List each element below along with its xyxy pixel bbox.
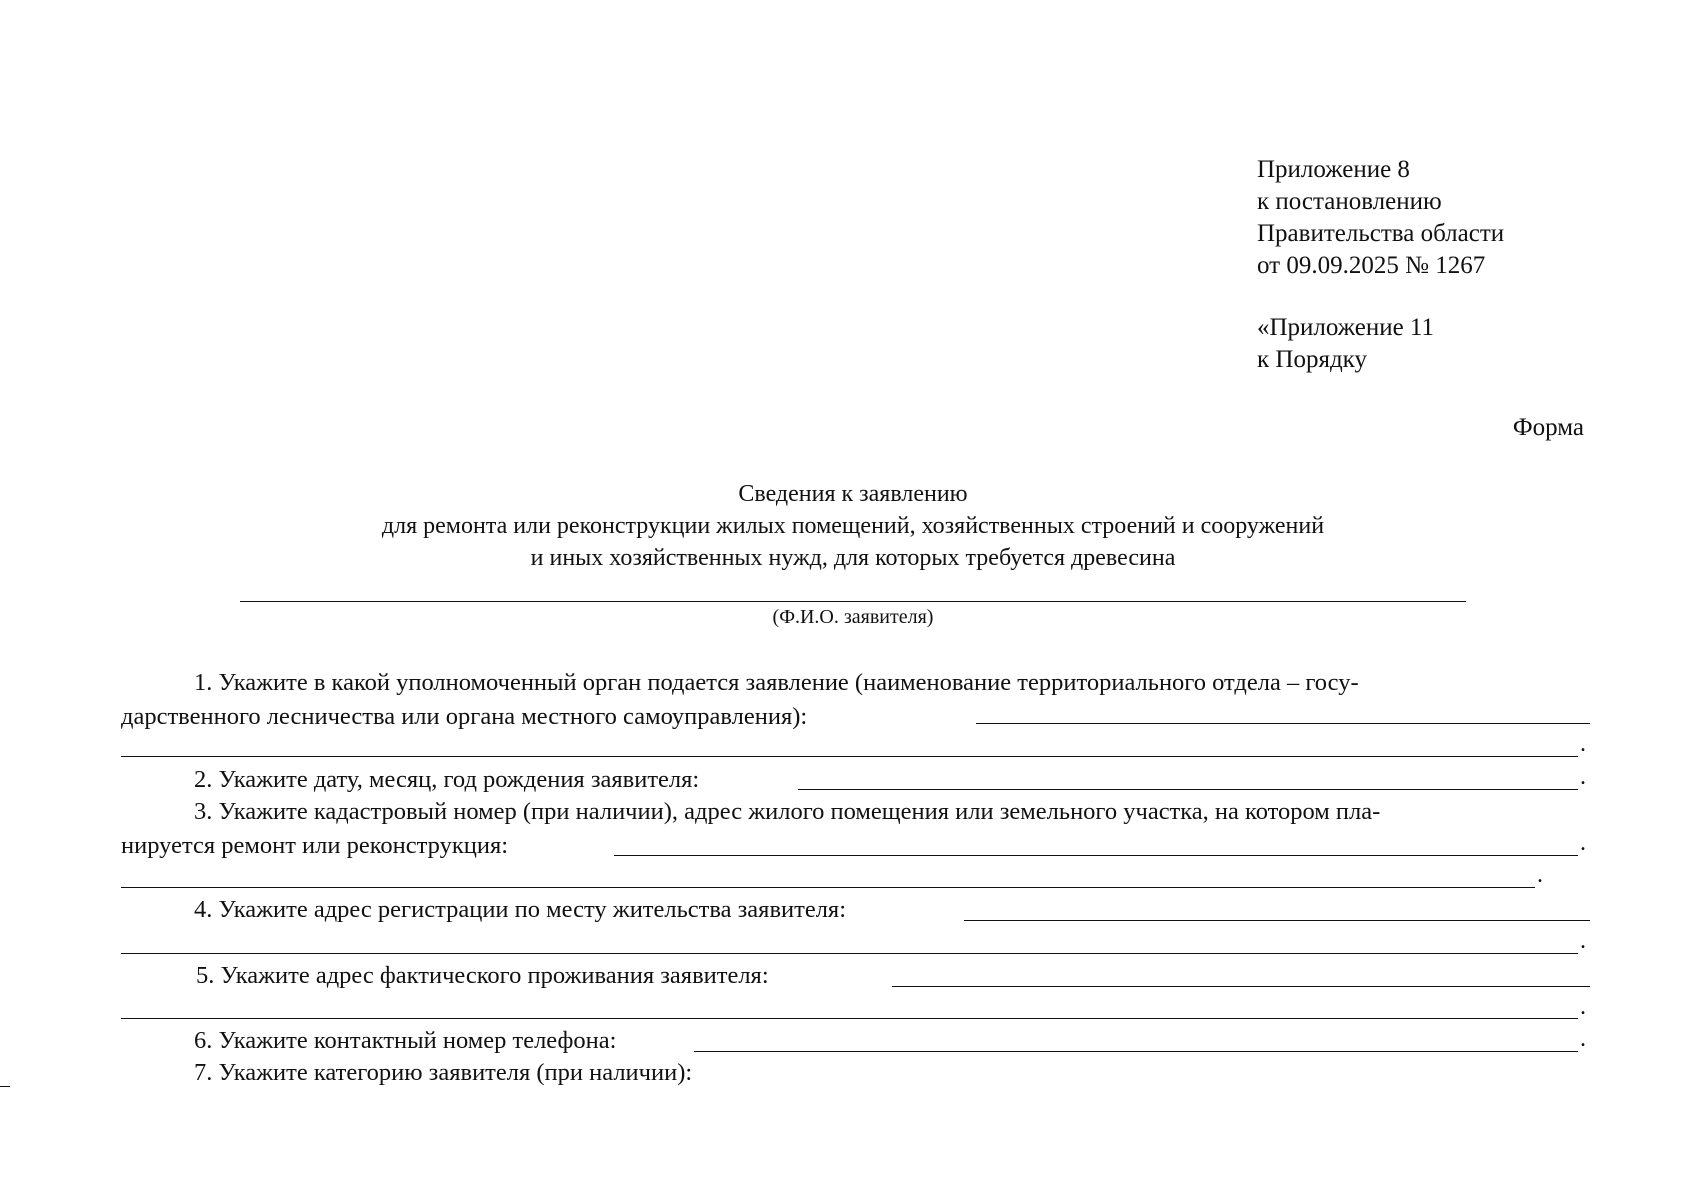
order-appendix-line: «Приложение 11 <box>1257 314 1435 341</box>
line-end-mark: . <box>1580 928 1586 954</box>
title-line: Сведения к заявлению <box>738 481 968 507</box>
answer-3-line-b[interactable] <box>121 887 1535 888</box>
question-4: 4. Укажите адрес регистрации по месту жительства заявителя: <box>194 896 847 923</box>
appendix-line: Приложение 8 <box>1257 156 1410 183</box>
form-label: Форма <box>1512 414 1584 441</box>
answer-5-line-a[interactable] <box>892 986 1590 987</box>
question-3-line2: нируется ремонт или реконструкция: <box>121 832 509 859</box>
line-end-mark: . <box>1580 830 1586 856</box>
appendix-header <box>1257 154 1504 376</box>
title-line: и иных хозяйственных нужд, для которых требуется древесина <box>530 545 1176 571</box>
answer-6-line[interactable] <box>694 1051 1578 1052</box>
line-end-mark: . <box>1580 1026 1586 1052</box>
answer-4-line-b[interactable] <box>121 953 1578 954</box>
order-appendix-line: к Порядку <box>1257 346 1367 373</box>
appendix-line: Правительства области <box>1257 220 1505 247</box>
margin-mark <box>0 1086 10 1087</box>
line-end-mark: . <box>1580 994 1586 1020</box>
line-end-mark: . <box>1580 731 1586 757</box>
line-end-mark: . <box>1580 764 1586 790</box>
question-2: 2. Укажите дату, месяц, год рождения заявителя: <box>194 766 700 793</box>
question-1-line1: 1. Укажите в какой уполномоченный орган подается заявление (наименование территориального отдела – госу- <box>194 669 1359 696</box>
question-5: 5. Укажите адрес фактического проживания заявителя: <box>196 962 769 989</box>
question-6: 6. Укажите контактный номер телефона: <box>194 1027 617 1054</box>
answer-2-line[interactable] <box>798 789 1578 790</box>
fio-fill-line[interactable] <box>240 601 1466 602</box>
answer-1-line-a[interactable] <box>976 723 1590 724</box>
question-3-line1: 3. Укажите кадастровый номер (при наличии), адрес жилого помещения или земельного участка, на котором пла- <box>194 798 1381 825</box>
answer-5-line-b[interactable] <box>121 1018 1578 1019</box>
title-line: для ремонта или реконструкции жилых помещений, хозяйственных строений и сооружений <box>381 513 1325 539</box>
answer-1-line-b[interactable] <box>121 756 1578 757</box>
document-title <box>120 478 1586 574</box>
fio-caption: (Ф.И.О. заявителя) <box>772 606 934 628</box>
appendix-line: от 09.09.2025 № 1267 <box>1257 252 1486 279</box>
line-end-mark: . <box>1537 862 1543 888</box>
answer-3-line-a[interactable] <box>614 855 1578 856</box>
appendix-line: к постановлению <box>1257 188 1442 215</box>
question-7: 7. Укажите категорию заявителя (при наличии): <box>194 1059 693 1086</box>
question-1-line2: дарственного лесничества или органа местного самоуправления): <box>121 703 808 730</box>
answer-4-line-a[interactable] <box>964 920 1590 921</box>
